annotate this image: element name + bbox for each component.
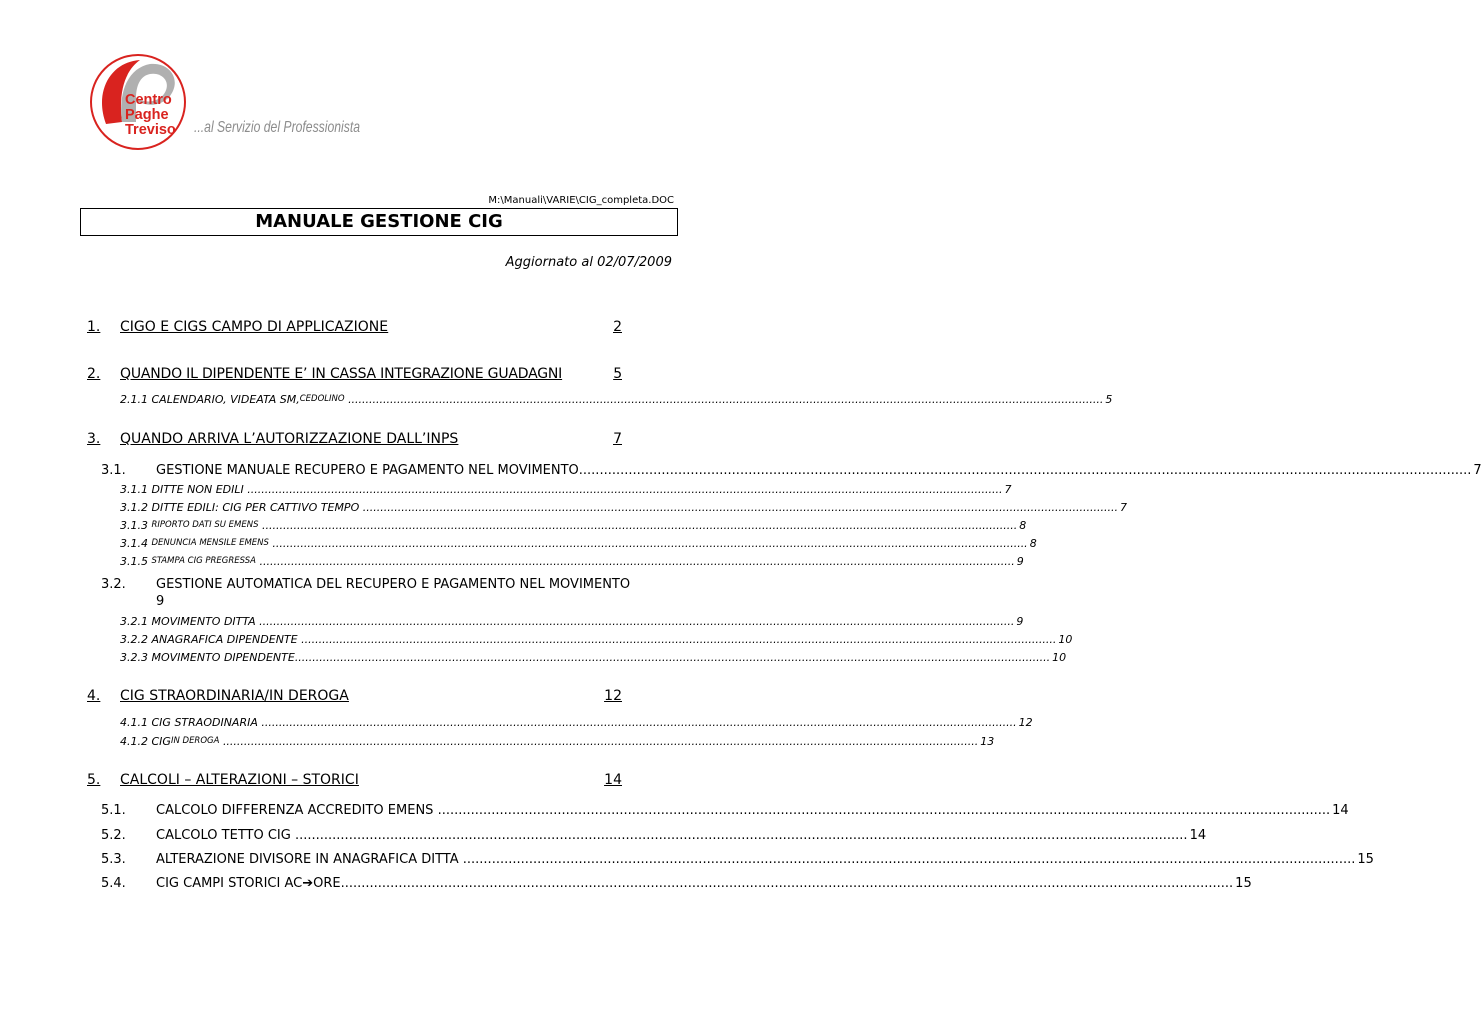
toc-entry-3-2-3[interactable] (120, 650, 1067, 665)
toc-label: GESTIONE AUTOMATICA DEL RECUPERO E PAGAMENTO NEL MOVIMENTO (156, 577, 631, 592)
toc-label: CIG STRAORDINARIA/IN DEROGA (120, 688, 349, 704)
toc-label: QUANDO IL DIPENDENTE E’ IN CASSA INTEGRAZIONE GUADAGNI (120, 366, 563, 382)
toc-entry-4-1-1[interactable] (120, 715, 1033, 730)
brand-line1: Centro (125, 92, 172, 108)
toc-entry-3-1-4[interactable] (120, 536, 1037, 551)
toc-entry-4-1-2[interactable] (120, 734, 995, 749)
toc-label: CIG CAMPI STORICI AC (156, 876, 303, 891)
toc-number: 3. (87, 431, 101, 447)
toc-page: 7 (1004, 483, 1012, 496)
toc-label: RIPORTO DATI SU EMENS (151, 520, 259, 530)
toc-number: 2.1.1 (120, 393, 148, 406)
toc-number: 5.1. (101, 803, 126, 818)
toc-label: CALCOLO DIFFERENZA ACCREDITO EMENS (156, 803, 434, 818)
toc-label: STAMPA CIG PREGRESSA (151, 556, 256, 566)
toc-number: 2. (87, 366, 101, 382)
toc-number: 3.1.5 (120, 555, 148, 568)
toc-entry-3-2-2[interactable] (120, 632, 1073, 647)
toc-page: 9 (1016, 555, 1024, 568)
brand-line3: Treviso (125, 122, 176, 138)
toc-number: 3.2. (101, 577, 126, 592)
toc-label: ALTERAZIONE DIVISORE IN ANAGRAFICA DITTA (156, 852, 459, 867)
toc-number: 5.3. (101, 852, 126, 867)
toc-number: 3.1.4 (120, 537, 148, 550)
toc-entry-3-2[interactable] (156, 576, 656, 610)
toc-page: 14 (604, 772, 622, 788)
toc-page: 10 (1058, 633, 1073, 646)
toc-label: CIG (151, 735, 171, 748)
toc-label-suffix: ORE (313, 876, 341, 891)
updated-date: Aggiornato al 02/07/2009 (505, 255, 672, 270)
arrow-right-icon: ➔ (302, 876, 314, 891)
brand-tagline: ...al Servizio del Professionista (194, 119, 361, 136)
toc-label-small: IN DEROGA (170, 736, 220, 746)
toc-label: DENUNCIA MENSILE EMENS (151, 538, 269, 548)
toc-page: 14 (1332, 803, 1349, 818)
toc-label: QUANDO ARRIVA L’AUTORIZZAZIONE DALL’INPS (120, 431, 459, 447)
toc-number: 3.1.1 (120, 483, 148, 496)
toc-entry-3-2-1[interactable] (120, 614, 1024, 629)
toc-number: 5.2. (101, 828, 126, 843)
toc-number: 5. (87, 772, 101, 788)
toc-label: DITTE NON EDILI (151, 483, 244, 496)
toc-number: 4. (87, 688, 101, 704)
toc-page: 7 (1473, 463, 1482, 478)
toc-entry-3-1-3[interactable] (120, 518, 1027, 533)
toc-page: 10 (1052, 651, 1067, 664)
toc-label: MOVIMENTO DITTA (151, 615, 256, 628)
toc-page: 15 (1357, 852, 1374, 867)
toc-label: DITTE EDILI: CIG PER CATTIVO TEMPO (151, 501, 360, 514)
toc-label: MOVIMENTO DIPENDENTE (151, 651, 295, 664)
toc-number: 3.1.2 (120, 501, 148, 514)
toc-page: 14 (1189, 828, 1207, 843)
toc-entry-3-1-5[interactable] (120, 554, 1024, 569)
toc-number: 5.4. (101, 876, 126, 891)
toc-page: 2 (613, 319, 622, 335)
toc-label-small: CEDOLINO (299, 394, 345, 404)
toc-page: 8 (1029, 537, 1037, 550)
toc-label: GESTIONE MANUALE RECUPERO E PAGAMENTO NEL MOVIMENTO (156, 463, 579, 478)
toc-page: 5 (613, 366, 622, 382)
toc-entry-3-1-1[interactable] (120, 482, 1012, 497)
toc-entry-2-1-1[interactable] (120, 392, 1113, 407)
toc-page: 8 (1019, 519, 1027, 532)
brand-line2: Paghe (125, 107, 169, 123)
toc-page: 7 (613, 431, 622, 447)
toc-number: 3.2.1 (120, 615, 148, 628)
toc-page: 12 (1018, 716, 1033, 729)
toc-number: 3.1. (101, 463, 126, 478)
toc-number: 3.2.2 (120, 633, 148, 646)
toc-label: CALCOLI – ALTERAZIONI – STORICI (120, 772, 359, 788)
toc-label: CIGO E CIGS CAMPO DI APPLICAZIONE (120, 319, 389, 335)
toc-page: 9 (156, 594, 165, 609)
toc-page: 9 (1016, 615, 1024, 628)
toc-label: CALENDARIO, VIDEATA SM, (151, 393, 300, 406)
file-path: M:\Manuali\VARIE\CIG_completa.DOC (488, 195, 674, 206)
page-title: MANUALE GESTIONE CIG (80, 208, 678, 236)
toc-label: ANAGRAFICA DIPENDENTE (151, 633, 298, 646)
toc-page: 13 (980, 735, 995, 748)
toc-number: 4.1.1 (120, 716, 148, 729)
toc-label: CIG STRAODINARIA (151, 716, 258, 729)
toc-number: 3.1.3 (120, 519, 148, 532)
toc-entry-3-1-2[interactable] (120, 500, 1127, 515)
toc-number: 4.1.2 (120, 735, 148, 748)
toc-number: 3.2.3 (120, 651, 148, 664)
toc-page: 7 (1120, 501, 1127, 514)
toc-number: 1. (87, 319, 101, 335)
toc-page: 12 (604, 688, 622, 704)
toc-page: 5 (1105, 393, 1113, 406)
toc-label: CALCOLO TETTO CIG (156, 828, 291, 843)
toc-page: 15 (1235, 876, 1252, 891)
